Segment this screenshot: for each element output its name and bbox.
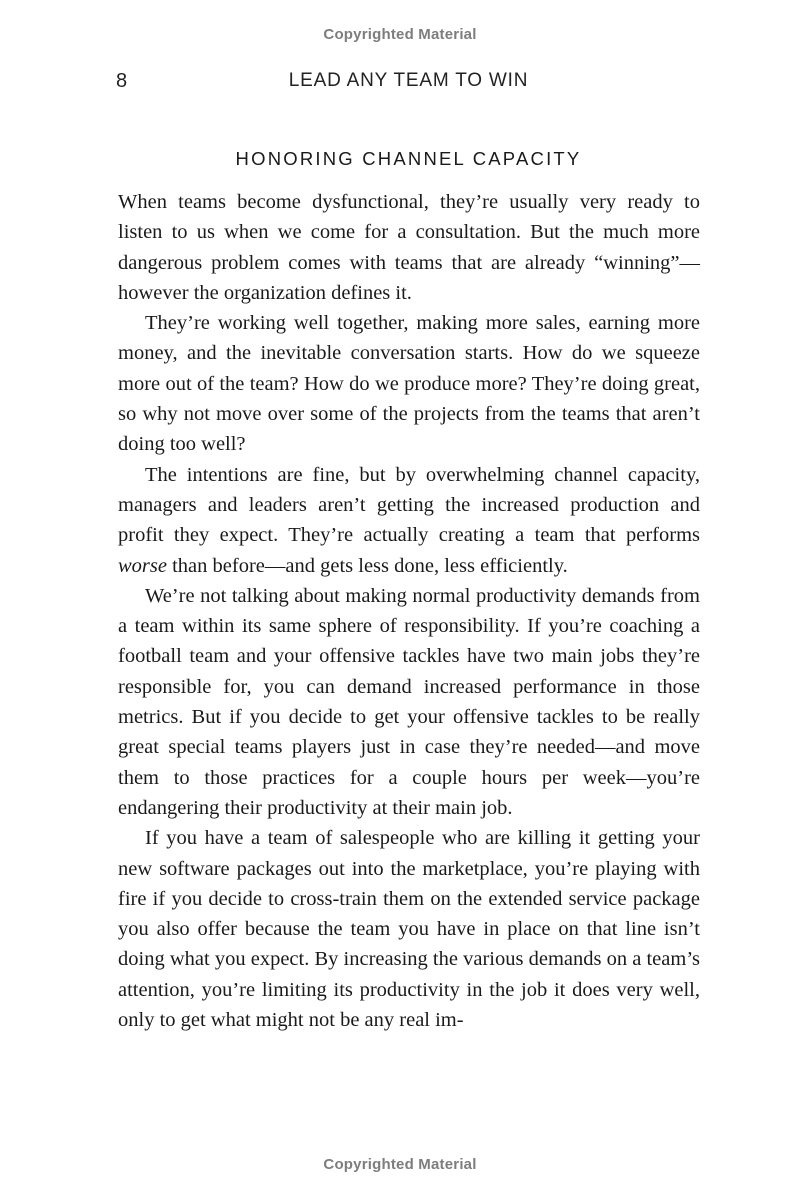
paragraph-4: We’re not talking about making normal productivity demands from a team within its same sphere of responsibility. If you’re coaching a football team and your offensive tackles have two main jobs they’re responsible for, you can demand increased performance in those metrics. But if you decide to get your offensive tackles to be really great special teams players just in case they’re needed—and move them to those practices for a couple hours per week—you’re endangering their productivity at their main job. (118, 584, 700, 819)
copyright-watermark-bottom: Copyrighted Material (323, 1156, 477, 1173)
paragraph-5: If you have a team of salespeople who are killing it getting your new software packages out into the marketplace, you’re playing with fire if you decide to cross-train them on the extended service package you also offer because the team you have in place on that line isn’t doing what you expect. By increasing the various demands on a team’s attention, you’re limiting its productivity in the job it does very well, only to get what might not be any real im- (118, 827, 700, 1032)
running-head: LEAD ANY TEAM TO WIN (288, 70, 529, 91)
paragraph-3-text-before: The intentions are fine, but by overwhelming channel capacity, managers and leaders aren’t getting the increased production and profit they expect. They’re actually creating a team that performs (118, 463, 700, 547)
paragraph-2: They’re working well together, making more sales, earning more money, and the inevitable conversation starts. How do we squeeze more out of the team? How do we produce more? They’re doing great, so why not move over some of the projects from the teams that aren’t doing too well? (118, 312, 700, 456)
emphasis-worse: worse (118, 554, 167, 577)
paragraph-1: When teams become dysfunctional, they’re usually very ready to listen to us when we come for a consultation. But the much more dangerous problem comes with teams that are already “winning”—however the organization defines it. (118, 191, 700, 304)
body-text (118, 187, 700, 1035)
paragraph-3-text-after: than before—and gets less done, less efficiently. (166, 554, 568, 577)
copyright-watermark-top: Copyrighted Material (323, 26, 477, 43)
page-number: 8 (116, 70, 128, 92)
section-title: HONORING CHANNEL CAPACITY (235, 148, 582, 169)
paragraph-3 (118, 460, 700, 581)
